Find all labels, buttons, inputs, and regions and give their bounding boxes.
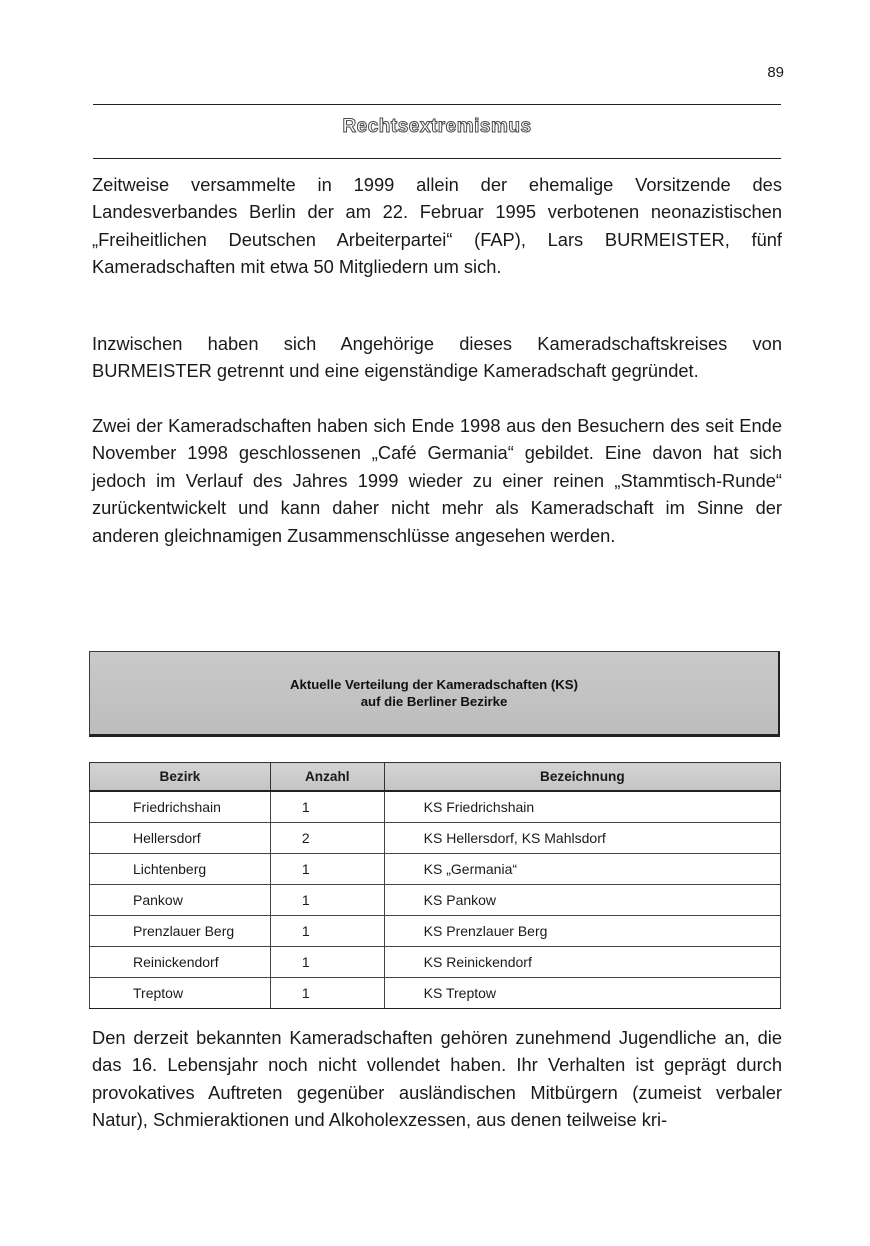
table-caption-line-2: auf die Berliner Bezirke <box>360 694 508 709</box>
column-header-bezirk: Bezirk <box>90 763 271 792</box>
cell-bezirk: Hellersdorf <box>90 823 271 854</box>
cell-bezirk: Prenzlauer Berg <box>90 916 271 947</box>
cell-bezirk: Reinickendorf <box>90 947 271 978</box>
paragraph-1: Zeitweise versammelte in 1999 allein der ehemalige Vorsitzende des Landesverbandes Berlin der am 22. Februar 1995 verbotenen neonazistischen „Freiheitlichen Deutschen Arbeiterpartei“ (FAP), Lars BURMEISTER, fünf Kameradschaften mit etwa 50 Mitgliedern um sich. <box>92 174 782 278</box>
page-number: 89 <box>767 64 784 81</box>
cell-anzahl: 1 <box>270 885 384 916</box>
cell-bezirk: Friedrichshain <box>90 791 271 823</box>
header-rule-top <box>93 104 781 105</box>
cell-anzahl: 1 <box>270 854 384 885</box>
cell-anzahl: 1 <box>270 791 384 823</box>
cell-anzahl: 1 <box>270 978 384 1009</box>
cell-anzahl: 1 <box>270 916 384 947</box>
paragraph-4: Den derzeit bekannten Kameradschaften gehören zunehmend Jugendliche an, die das 16. Lebensjahr noch nicht vollendet haben. Ihr Verhalten ist geprägt durch provokatives Auftreten gegenüber ausländischen Mitbürgern (zumeist verbaler Natur), Schmieraktionen und Alkoholexzessen, aus denen teilweise kri- <box>92 1027 782 1131</box>
table-row <box>90 791 781 823</box>
cell-bezirk: Lichtenberg <box>90 854 271 885</box>
column-header-bezeichnung: Bezeichnung <box>384 763 780 792</box>
cell-bezeichnung: KS Prenzlauer Berg <box>384 916 780 947</box>
cell-anzahl: 1 <box>270 947 384 978</box>
table-row <box>90 916 781 947</box>
cell-anzahl: 2 <box>270 823 384 854</box>
paragraph-3: Zwei der Kameradschaften haben sich Ende 1998 aus den Besuchern des seit Ende November 1998 geschlossenen „Café Germania“ gebildet. Eine davon hat sich jedoch im Verlauf des Jahres 1999 wieder zu einer reinen „Stammtisch-Runde“ zurückentwickelt und kann daher nicht mehr als Kameradschaft im Sinne der anderen gleichnamigen Zusammenschlüsse angesehen werden. <box>92 415 782 546</box>
table-caption-box <box>89 651 780 737</box>
cell-bezirk: Treptow <box>90 978 271 1009</box>
kameradschaften-table <box>89 762 781 1009</box>
table-row <box>90 947 781 978</box>
cell-bezeichnung: KS „Germania“ <box>384 854 780 885</box>
table-header-row <box>90 763 781 792</box>
paragraph-2: Inzwischen haben sich Angehörige dieses Kameradschaftskreises von BURMEISTER getrennt und eine eigenständige Kameradschaft gegründet. <box>92 333 782 382</box>
header-rule-bottom <box>93 158 781 159</box>
table-caption-line-1: Aktuelle Verteilung der Kameradschaften (KS) <box>289 677 578 692</box>
table-row <box>90 854 781 885</box>
cell-bezirk: Pankow <box>90 885 271 916</box>
column-header-anzahl: Anzahl <box>270 763 384 792</box>
cell-bezeichnung: KS Pankow <box>384 885 780 916</box>
cell-bezeichnung: KS Reinickendorf <box>384 947 780 978</box>
cell-bezeichnung: KS Treptow <box>384 978 780 1009</box>
cell-bezeichnung: KS Friedrichshain <box>384 791 780 823</box>
table-row <box>90 885 781 916</box>
section-title: Rechtsextremismus <box>342 116 532 137</box>
cell-bezeichnung: KS Hellersdorf, KS Mahlsdorf <box>384 823 780 854</box>
table-row <box>90 823 781 854</box>
table-row <box>90 978 781 1009</box>
